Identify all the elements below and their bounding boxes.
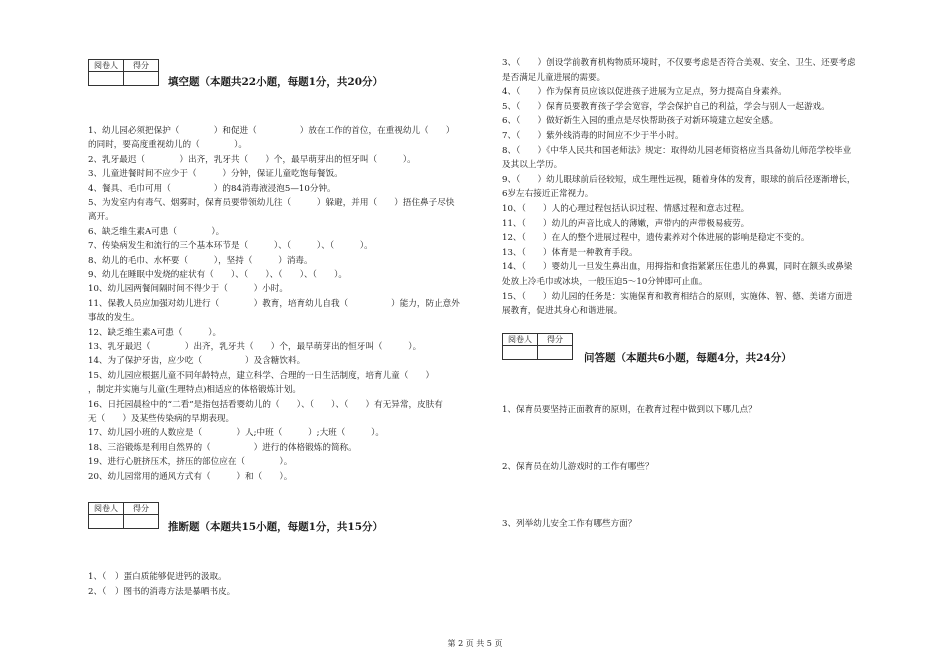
score-label: 得分	[124, 503, 159, 515]
question-line: 处放上冷毛巾或冰块，一般压迫5～10分钟即可止血。	[502, 277, 708, 287]
question-line: 无（ ）及某些传染病的早期表现。	[88, 414, 235, 424]
reviewer-label: 阅卷人	[503, 334, 538, 346]
question-line: 17、幼儿园小班的人数应是（ ）人;中班（ ）;大班（ ）。	[88, 428, 385, 439]
question-line: 19、进行心脏挤压术，挤压的部位应在（ ）。	[88, 457, 293, 468]
question-line: 16、日托园晨检中的“二看”是指包括看婴幼儿的（ ）、（ ）、（ ）有无异常，皮肤有	[88, 399, 443, 410]
question-line: 事故的发生。	[88, 313, 140, 324]
question-line: 6岁左右接近正常视力。	[502, 189, 594, 200]
question-line: 4、（ ）作为保育员应该以促进孩子进展为立足点，努力提高自身素养。	[502, 87, 787, 98]
question-line: 3、列举幼儿安全工作有哪些方面？	[502, 519, 637, 529]
question-line: 是否满足儿童进展的需要。	[502, 72, 606, 83]
question-line: 10、（ ）人的心理过程包括认识过程、情感过程和意志过程。	[502, 204, 750, 214]
question-line: 13、（ ）体育是一种教育手段。	[502, 247, 638, 258]
question-line: 12、缺乏维生素A可患（ ）。	[88, 327, 222, 338]
fill-section-title: 填空题（本题共22小题，每题1分，共20分）	[168, 76, 384, 88]
question-line: 1、幼儿园必须把保护（ ）和促进（ ）放在工作的首位，在重视幼儿（ ）	[88, 126, 455, 136]
question-line: 10、幼儿园两餐间隔时间不得少于（ ）小时。	[88, 284, 288, 295]
question-line: 的同时，要高度重视幼儿的（ ）。	[88, 140, 247, 151]
question-line: 2、乳牙最迟（ ）出齐，乳牙共（ ）个，最早萌芽出的恒牙叫（ ）。	[88, 154, 416, 165]
question-line: 1、保育员要坚持正面教育的原则，在教育过程中做到以下哪几点？	[502, 405, 757, 415]
score-box-judge	[88, 502, 159, 529]
qa-section-title: 问答题（本题共6小题，每题4分，共24分）	[584, 352, 792, 364]
question-line: 11、（ ）幼儿的声音比成人的薄嫩，声带内的声带极易疲劳。	[502, 218, 750, 229]
question-line: 9、幼儿在睡眠中发烧的症状有（ ）、（ ）、（ ）、（ ）。	[88, 270, 347, 280]
question-line: 5、为发室内有毒气、烟雾时，保育员要带领幼儿往（ ）躲避，并用（ ）捂住鼻子尽快	[88, 198, 455, 208]
question-line: 7、传染病发生和流行的三个基本环节是（ ）、（ ）、（ ）。	[88, 241, 373, 252]
question-line: 15、幼儿园应根据儿童不同年龄特点，建立科学、合理的一日生活制度，培育儿童（ ）	[88, 370, 435, 381]
judge-section-title: 推断题（本题共15小题，每题1分，共15分）	[168, 521, 384, 533]
question-line: 2、（ ）图书的消毒方法是暴晒书皮。	[88, 587, 236, 597]
question-line: 15、（ ）幼儿园的任务是：实施保育和教育相结合的原则，实施体、智、德、美诸方面进	[502, 291, 853, 302]
question-line: 6、（ ）做好新生入园的重点是尽快帮助孩子对新环境建立起安全感。	[502, 116, 779, 127]
question-line: 8、幼儿的毛巾、水杯要（ ），坚持（ ）消毒。	[88, 255, 313, 266]
question-line: 及其以上学历。	[502, 160, 563, 171]
question-line: 12、（ ）在人的整个进展过程中，遗传素养对个体进展的影响是稳定不变的。	[502, 233, 810, 244]
score-cell[interactable]	[124, 72, 159, 86]
question-line: 5、（ ）保育员要教育孩子学会宽容，学会保护自己的利益，学会与别人一起游戏。	[502, 101, 830, 112]
page-footer: 第 2 页 共 5 页	[447, 639, 503, 648]
question-line: 展教育，促进其身心和谐进展。	[502, 306, 623, 317]
reviewer-cell[interactable]	[503, 346, 538, 360]
question-line: 13、乳牙最迟（ ）出齐，乳牙共（ ）个，最早萌芽出的恒牙叫（ ）。	[88, 342, 422, 352]
question-line: 3、儿童进餐时间不应少于（ ）分钟，保证儿童吃饱每餐饭。	[88, 169, 343, 180]
score-label: 得分	[124, 60, 159, 72]
score-label: 得分	[538, 334, 573, 346]
question-line: 2、保育员在幼儿游戏时的工作有哪些？	[502, 462, 654, 472]
score-box-fill	[88, 59, 159, 86]
question-line: 11、保教人员应加强对幼儿进行（ ）教育，培育幼儿自我（ ）能力，防止意外	[88, 298, 460, 309]
question-line: 7、（ ）紫外线消毒的时间应不少于半小时。	[502, 131, 684, 141]
question-line: 8、（ ）《中华人民共和国老师法》规定：取得幼儿园老师资格应当具备幼儿师范学校毕业	[502, 145, 852, 156]
question-line: 6、缺乏维生素A可患（ ）。	[88, 226, 225, 237]
reviewer-label: 阅卷人	[89, 503, 124, 515]
question-line: 18、三浴锻炼是利用自然界的（ ）进行的体格锻炼的简称。	[88, 442, 357, 453]
question-line: 3、（ ）创设学前教育机构物质环境时，不仅要考虑是否符合美观、安全、卫生、还要考虑	[502, 58, 856, 68]
question-line: 4、餐具、毛巾可用（ ）的84消毒液浸泡5—10分钟。	[88, 183, 336, 194]
score-cell[interactable]	[538, 346, 573, 360]
question-line: 20、幼儿园常用的通风方式有（ ）和（ ）。	[88, 471, 293, 482]
reviewer-cell[interactable]	[89, 72, 124, 86]
question-line: 1、（ ）蛋白质能够促进钙的汲取。	[88, 572, 227, 582]
reviewer-cell[interactable]	[89, 515, 124, 529]
question-line: ，制定并实施与儿童(生理特点)相适应的体格锻炼计划。	[88, 385, 301, 396]
question-line: 14、（ ）婴幼儿一旦发生鼻出血，用拇指和食指紧紧压住患儿的鼻翼，同时在额头或鼻梁	[502, 262, 853, 273]
question-line: 离开。	[88, 212, 114, 223]
score-box-qa	[502, 333, 573, 360]
reviewer-label: 阅卷人	[89, 60, 124, 72]
question-line: 9、（ ）幼儿眼球前后径较短，成生理性远视，随着身体的发育，眼球的前后径逐渐增长，	[502, 174, 856, 185]
score-cell[interactable]	[124, 515, 159, 529]
question-line: 14、为了保护牙齿，应少吃（ ）及含糖饮料。	[88, 356, 306, 367]
